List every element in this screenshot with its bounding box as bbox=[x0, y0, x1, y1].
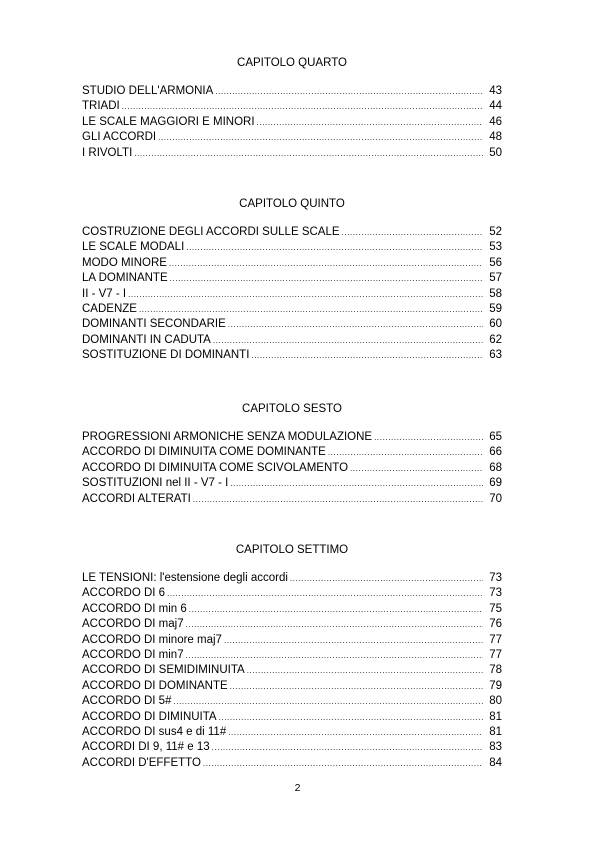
entry-title: II - V7 - I bbox=[82, 287, 127, 300]
dot-leader bbox=[173, 694, 483, 709]
entry-title: LE SCALE MODALI bbox=[82, 241, 185, 254]
toc-entry bbox=[82, 476, 502, 491]
entry-title: ACCORDO DI SEMIDIMINUITA bbox=[82, 664, 245, 677]
entry-page-number: 50 bbox=[489, 146, 502, 159]
entry-title: SOSTITUZIONE DI DOMINANTI bbox=[82, 349, 250, 362]
dot-leader bbox=[350, 461, 483, 476]
entry-title: GLI ACCORDI bbox=[82, 131, 157, 144]
chapter-title: CAPITOLO SESTO bbox=[242, 403, 342, 415]
toc-entry bbox=[82, 115, 502, 130]
dot-leader bbox=[203, 756, 483, 771]
dot-leader bbox=[186, 240, 483, 255]
toc-entry bbox=[82, 586, 502, 601]
dot-leader bbox=[122, 99, 483, 114]
dot-leader bbox=[186, 617, 483, 632]
entry-title: ACCORDI DI 9, 11# e 13 bbox=[82, 741, 210, 754]
entry-page-number: 57 bbox=[489, 272, 502, 285]
toc-entry bbox=[82, 225, 502, 240]
dot-leader bbox=[212, 740, 483, 755]
entry-page-number: 59 bbox=[489, 302, 502, 315]
toc-entry bbox=[82, 648, 502, 663]
dot-leader bbox=[158, 130, 483, 145]
entry-page-number: 52 bbox=[489, 226, 502, 238]
toc-entry bbox=[82, 430, 502, 445]
toc-entry bbox=[82, 725, 502, 740]
chapter-entries bbox=[82, 225, 502, 364]
entry-page-number: 80 bbox=[489, 695, 502, 708]
entry-page-number: 56 bbox=[489, 256, 502, 269]
entry-page-number: 83 bbox=[489, 741, 502, 754]
dot-leader bbox=[215, 84, 483, 99]
dot-leader bbox=[134, 146, 483, 161]
toc-entry bbox=[82, 130, 502, 145]
toc-entry bbox=[82, 84, 502, 99]
toc-entry bbox=[82, 571, 502, 586]
toc-entry bbox=[82, 445, 502, 460]
entry-page-number: 44 bbox=[489, 100, 502, 113]
entry-title: LE SCALE MAGGIORI E MINORI bbox=[82, 115, 255, 128]
dot-leader bbox=[169, 256, 483, 271]
dot-leader bbox=[228, 317, 483, 332]
entry-page-number: 48 bbox=[489, 131, 502, 144]
entry-page-number: 65 bbox=[489, 431, 502, 443]
dot-leader bbox=[167, 586, 483, 601]
toc-entry bbox=[82, 602, 502, 617]
toc-entry bbox=[82, 679, 502, 694]
toc-entry bbox=[82, 256, 502, 271]
entry-title: ACCORDO DI DOMINANTE bbox=[82, 679, 228, 692]
dot-leader bbox=[257, 115, 483, 130]
entry-title: DOMINANTI IN CADUTA bbox=[82, 333, 211, 346]
dot-leader bbox=[224, 633, 483, 648]
entry-title: ACCORDO DI maj7 bbox=[82, 618, 184, 631]
entry-title: I RIVOLTI bbox=[82, 146, 133, 159]
entry-title: ACCORDO DI DIMINUITA bbox=[82, 710, 217, 723]
toc-entry bbox=[82, 146, 502, 161]
entry-title: ACCORDI ALTERATI bbox=[82, 492, 191, 505]
toc-entry bbox=[82, 663, 502, 678]
dot-leader bbox=[228, 725, 483, 740]
entry-page-number: 43 bbox=[489, 85, 502, 97]
toc-entry bbox=[82, 333, 502, 348]
entry-page-number: 70 bbox=[489, 492, 502, 505]
entry-page-number: 69 bbox=[489, 477, 502, 490]
dot-leader bbox=[189, 602, 483, 617]
entry-page-number: 81 bbox=[489, 725, 502, 738]
chapter-section-quarto bbox=[82, 56, 502, 159]
entry-page-number: 68 bbox=[489, 461, 502, 474]
entry-title: ACCORDO DI minore maj7 bbox=[82, 633, 222, 646]
chapter-title: CAPITOLO QUINTO bbox=[239, 198, 345, 210]
entry-title: TRIADI bbox=[82, 100, 120, 113]
entry-page-number: 62 bbox=[489, 333, 502, 346]
entry-title: SOSTITUZIONI nel II - V7 - I bbox=[82, 477, 229, 490]
dot-leader bbox=[230, 679, 483, 694]
entry-page-number: 73 bbox=[489, 587, 502, 600]
dot-leader bbox=[219, 710, 483, 725]
toc-entry bbox=[82, 302, 502, 317]
dot-leader bbox=[139, 302, 483, 317]
dot-leader bbox=[128, 287, 483, 302]
dot-leader bbox=[213, 333, 483, 348]
entry-title: ACCORDO DI sus4 e di 11# bbox=[82, 725, 227, 738]
dot-leader bbox=[247, 663, 483, 678]
entry-title: ACCORDO DI DIMINUITA COME DOMINANTE bbox=[82, 446, 326, 459]
entry-title: PROGRESSIONI ARMONICHE SENZA MODULAZIONE bbox=[82, 431, 373, 443]
entry-title: ACCORDO DI 5# bbox=[82, 695, 172, 708]
entry-page-number: 77 bbox=[489, 633, 502, 646]
entry-title: ACCORDO DI 6 bbox=[82, 587, 166, 600]
toc-entry bbox=[82, 271, 502, 286]
entry-page-number: 73 bbox=[489, 572, 502, 584]
entry-page-number: 77 bbox=[489, 648, 502, 661]
toc-entry bbox=[82, 461, 502, 476]
entry-title: ACCORDO DI min7 bbox=[82, 648, 184, 661]
toc-entry bbox=[82, 317, 502, 332]
toc-entry bbox=[82, 710, 502, 725]
entry-page-number: 46 bbox=[489, 115, 502, 128]
entry-title: COSTRUZIONE DEGLI ACCORDI SULLE SCALE bbox=[82, 226, 340, 238]
dot-leader bbox=[251, 348, 483, 363]
entry-title: ACCORDO DI min 6 bbox=[82, 602, 187, 615]
entry-page-number: 79 bbox=[489, 679, 502, 692]
chapter-section-quinto bbox=[82, 197, 502, 362]
chapter-section-sesto bbox=[82, 402, 502, 505]
toc-entry bbox=[82, 348, 502, 363]
toc-entry bbox=[82, 617, 502, 632]
dot-leader bbox=[186, 648, 483, 663]
dot-leader bbox=[290, 571, 483, 586]
entry-title: MODO MINORE bbox=[82, 256, 167, 269]
page-number: 2 bbox=[294, 782, 301, 794]
toc-entry bbox=[82, 740, 502, 755]
entry-title: ACCORDI D'EFFETTO bbox=[82, 756, 201, 769]
entry-title: CADENZE bbox=[82, 302, 137, 315]
chapter-title: CAPITOLO SETTIMO bbox=[235, 544, 349, 556]
toc-entry bbox=[82, 99, 502, 114]
chapter-entries bbox=[82, 430, 502, 507]
chapter-section-settimo bbox=[82, 543, 502, 769]
chapter-entries bbox=[82, 84, 502, 161]
dot-leader bbox=[328, 445, 483, 460]
toc-entry bbox=[82, 756, 502, 771]
entry-page-number: 60 bbox=[489, 318, 502, 331]
entry-page-number: 84 bbox=[489, 756, 502, 769]
toc-entry bbox=[82, 633, 502, 648]
chapter-entries bbox=[82, 571, 502, 771]
entry-page-number: 75 bbox=[489, 602, 502, 615]
chapter-title: CAPITOLO QUARTO bbox=[237, 57, 347, 69]
dot-leader bbox=[170, 271, 483, 286]
entry-page-number: 66 bbox=[489, 446, 502, 459]
toc-entry bbox=[82, 240, 502, 255]
entry-title: ACCORDO DI DIMINUITA COME SCIVOLAMENTO bbox=[82, 461, 349, 474]
entry-page-number: 53 bbox=[489, 241, 502, 254]
toc-entry bbox=[82, 287, 502, 302]
entry-page-number: 63 bbox=[489, 349, 502, 362]
dot-leader bbox=[374, 430, 483, 445]
entry-page-number: 78 bbox=[489, 664, 502, 677]
entry-title: LE TENSIONI: l'estensione degli accordi bbox=[82, 572, 288, 584]
entry-page-number: 58 bbox=[489, 287, 502, 300]
entry-title: DOMINANTI SECONDARIE bbox=[82, 318, 226, 331]
entry-page-number: 76 bbox=[489, 618, 502, 631]
entry-title: STUDIO DELL'ARMONIA bbox=[82, 85, 214, 97]
dot-leader bbox=[342, 225, 483, 240]
toc-entry bbox=[82, 694, 502, 709]
dot-leader bbox=[193, 492, 483, 507]
toc-entry bbox=[82, 492, 502, 507]
entry-title: LA DOMINANTE bbox=[82, 272, 168, 285]
entry-page-number: 81 bbox=[489, 710, 502, 723]
dot-leader bbox=[230, 476, 483, 491]
